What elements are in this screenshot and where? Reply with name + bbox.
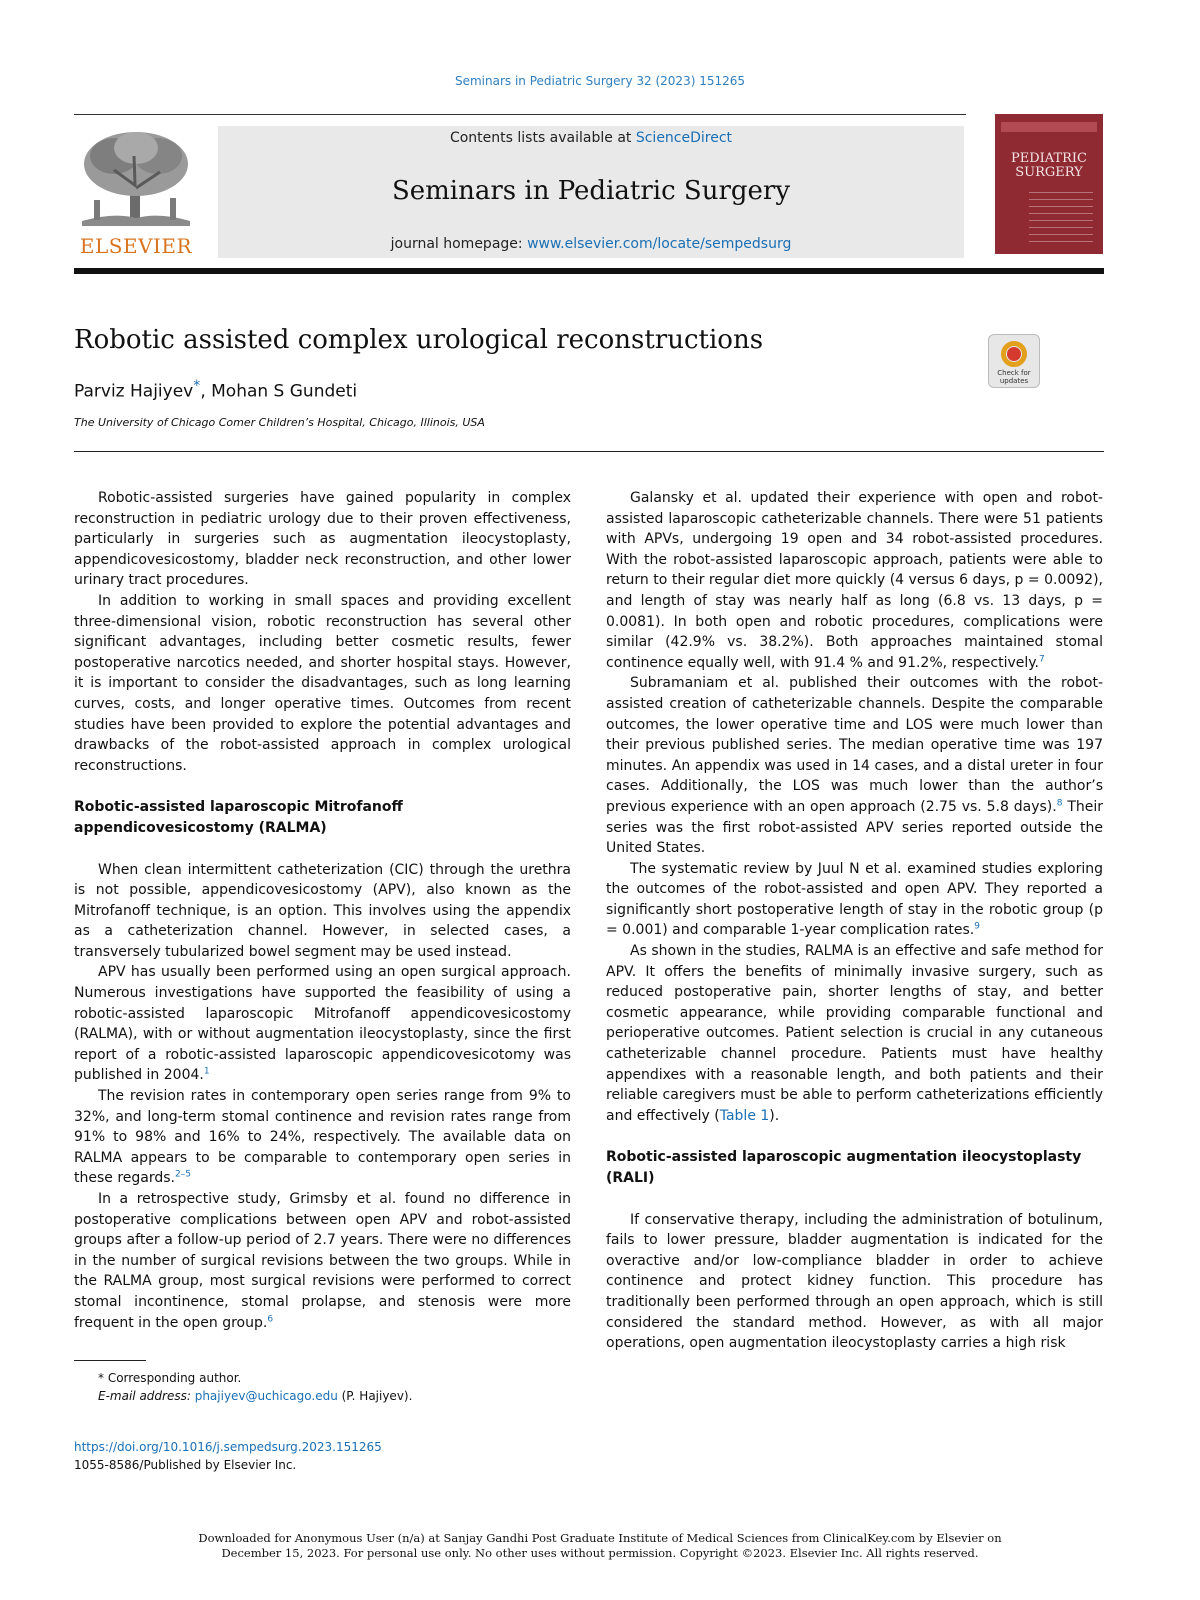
paragraph-text: Subramaniam et al. published their outcomes with the robot-assisted creation of catheterizable channels. Despite the comparable outcomes, the lower operative time and LOS were much lower than their previous published series. The median operative time was 197 minutes. An appendix was used in 14 cases, and a distal ureter in four cases. Additionally, the LOS was much lower than the author’s previous experience with an open approach (2.75 vs. 5.8 days). — [606, 675, 1103, 815]
affiliation: The University of Chicago Comer Children’s Hospital, Chicago, Illinois, USA — [74, 416, 485, 429]
corresponding-author-mark[interactable]: * — [193, 378, 201, 394]
footnote-divider — [74, 1360, 146, 1361]
paragraph-text: APV has usually been performed using an open surgical approach. Numerous investigations have supported the feasibility of using a robotic-assisted laparoscopic Mitrofanoff appendicovesicostomy (RALMA), with or without augmentation ileocystoplasty, since the first report of a robotic-assisted laparoscopic appendicovesicotomy was published in 2004. — [74, 964, 571, 1084]
reference-link[interactable]: 7 — [1039, 654, 1045, 665]
section-heading — [74, 797, 571, 838]
download-line: Downloaded for Anonymous User (n/a) at Sanjay Gandhi Post Graduate Institute of Medical Sciences from ClinicalKey.com by Elsevier on — [198, 1531, 1002, 1545]
paragraph — [606, 859, 1103, 941]
paragraph — [606, 488, 1103, 673]
doi-link[interactable]: https://doi.org/10.1016/j.sempedsurg.2023.151265 — [74, 1440, 382, 1454]
author-email-link[interactable]: phajiyev@uchicago.edu — [194, 1389, 338, 1403]
header-divider — [74, 114, 966, 115]
journal-name: Seminars in Pediatric Surgery — [391, 176, 791, 206]
download-line: December 15, 2023. For personal use only. No other uses without permission. Copyright ©2023. Elsevier Inc. All rights reserved. — [221, 1546, 979, 1560]
sciencedirect-link[interactable]: ScienceDirect — [635, 130, 733, 146]
paragraph-text: The revision rates in contemporary open series range from 9% to 32%, and long-term stomal continence and revision rates range from 91% to 98% and 16% to 24%, respectively. The available data on RALMA appears to be comparable to contemporary open series in these regards. — [74, 1088, 571, 1187]
cover-title-line1: PEDIATRIC — [1010, 151, 1087, 166]
paragraph — [74, 1189, 571, 1333]
paragraph: When clean intermittent catheterization (CIC) through the urethra is not possible, appendicovesicostomy (APV), also known as the Mitrofanoff technique, is an option. This involves using the appendix as a catheterization channel. However, in selected cases, a transversely tubularized bowel segment may be used instead. — [74, 861, 571, 960]
section-heading-line: Robotic-assisted laparoscopic Mitrofanoff — [74, 799, 403, 816]
reference-link[interactable]: 6 — [267, 1313, 274, 1324]
paragraph — [606, 941, 1103, 1126]
author-list — [74, 378, 357, 402]
paragraph-text: The systematic review by Juul N et al. examined studies exploring the outcomes of the robot-assisted and open APV. They reported a significantly short postoperative length of stay in the robotic group (p = 0.001) and comparable 1-year complication rates. — [606, 860, 1103, 939]
corresponding-label: Corresponding author. — [104, 1371, 242, 1385]
header-thick-rule — [74, 268, 1104, 274]
check-for-updates-badge[interactable] — [988, 334, 1040, 388]
paragraph-text: In a retrospective study, Grimsby et al. found no difference in postoperative complications between open APV and robot-assisted groups after a follow-up period of 2.7 years. There were no differences in the number of surgical revisions between the two groups. While in the RALMA group, most surgical revisions were performed to correct stomal incontinence, stomal prolapse, and stenosis were more frequent in the open group. — [74, 1191, 571, 1331]
email-note — [74, 1387, 412, 1405]
paragraph: Robotic-assisted surgeries have gained popularity in complex reconstruction in pediatric urology due to their proven effectiveness, particularly in surgeries such as augmentation ileocystoplasty, appendicovesicostomy, bladder neck reconstruction, and other lower urinary tract procedures. — [74, 490, 571, 589]
cover-text-lines — [1029, 192, 1093, 244]
cover-title — [995, 152, 1103, 180]
paragraph-text: Their series was the first robot-assisted APV series reported outside the United States. — [606, 798, 1103, 857]
paragraph — [74, 962, 571, 1086]
elsevier-wordmark: ELSEVIER — [79, 234, 193, 258]
paragraph — [74, 1086, 571, 1189]
journal-citation: Seminars in Pediatric Surgery 32 (2023) 151265 — [454, 74, 746, 88]
journal-banner — [218, 126, 964, 258]
homepage-line — [218, 236, 964, 252]
author-name: Parviz Hajiyev — [74, 381, 194, 402]
email-label: E-mail address: — [98, 1389, 195, 1403]
title-divider — [74, 451, 1104, 452]
paragraph-text: ). — [769, 1107, 780, 1124]
cover-band — [1001, 122, 1097, 132]
download-notice — [0, 1531, 1200, 1561]
cover-title-line2: SURGERY — [1015, 165, 1083, 180]
contents-line — [218, 130, 964, 146]
corresponding-note — [74, 1369, 412, 1387]
check-for-updates-label: Check for updates — [997, 369, 1031, 385]
reference-link[interactable]: 2–5 — [175, 1169, 191, 1180]
footnote — [74, 1369, 412, 1405]
elsevier-tree-icon — [74, 126, 198, 234]
homepage-prefix: journal homepage: — [390, 236, 528, 252]
journal-cover — [995, 114, 1103, 254]
author-name: , Mohan S Gundeti — [200, 381, 358, 402]
paragraph: In addition to working in small spaces and providing excellent three-dimensional vision, robotic reconstruction has several other significant advantages, including better cosmetic results, fewer postoperative narcotics needed, and shorter hospital stays. However, it is important to consider the disadvantages, such as long learning curves, costs, and longer operative times. Outcomes from recent studies have been provided to explore the potential advantages and drawbacks of the robot-assisted approach in complex urological reconstructions. — [74, 592, 571, 774]
article-title: Robotic assisted complex urological reconstructions — [74, 325, 764, 355]
elsevier-logo — [74, 126, 198, 258]
email-suffix: (P. Hajiyev). — [337, 1389, 413, 1403]
update-dot-icon — [1007, 347, 1021, 361]
reference-link[interactable]: 1 — [203, 1066, 210, 1077]
paragraph-text: As shown in the studies, RALMA is an effective and safe method for APV. It offers the benefits of minimally invasive surgery, such as reduced postoperative pain, shorter lengths of stay, and better cosmetic appearance, while providing comparable functional and perioperative outcomes. Patient selection is crucial in any cutaneous catheterizable channel procedure. Patients must have healthy appendixes with a reasonable length, and both patients and their reliable caregivers must be able to perform catheterizations efficiently and effectively ( — [606, 943, 1103, 1124]
footnote-mark: * — [98, 1371, 104, 1385]
table-1-link[interactable]: Table 1 — [719, 1107, 770, 1124]
section-heading: Robotic-assisted laparoscopic augmentation ileocystoplasty (RALI) — [606, 1149, 1082, 1186]
paragraph: If conservative therapy, including the administration of botulinum, fails to lower pressure, bladder augmentation is indicated for the overactive and/or low-compliance bladder in order to achieve continence and protect kidney function. This procedure has traditionally been performed through an open approach, which is still considered the standard method. However, as with all major operations, open augmentation ileocystoplasty carries a high risk — [606, 1211, 1103, 1352]
doi-block — [74, 1438, 382, 1474]
paragraph-text: Galansky et al. updated their experience with open and robot-assisted laparoscopic catheterizable channels. There were 51 patients with APVs, undergoing 19 open and 34 robot-assisted procedures. With the robot-assisted laparoscopic approach, patients were able to return to their regular diet more quickly (4 versus 6 days, p = 0.0092), and length of stay was nearly half as long (6.8 vs. 13 days, p = 0.0081). In both open and robotic procedures, complications were similar (42.9% vs. 38.2%). Both approaches maintained stomal continence equally well, with 91.4 % and 91.2%, respectively. — [606, 490, 1103, 671]
left-column — [74, 488, 571, 1333]
right-column — [606, 488, 1103, 1354]
contents-prefix: Contents lists available at — [449, 130, 636, 146]
section-heading-line: appendicovesicostomy (RALMA) — [74, 819, 327, 836]
paragraph — [606, 673, 1103, 858]
journal-homepage-link[interactable]: www.elsevier.com/locate/sempedsurg — [527, 236, 792, 252]
reference-link[interactable]: 8 — [1056, 798, 1063, 809]
reference-link[interactable]: 9 — [974, 921, 980, 932]
issn-line: 1055-8586/Published by Elsevier Inc. — [74, 1458, 297, 1472]
